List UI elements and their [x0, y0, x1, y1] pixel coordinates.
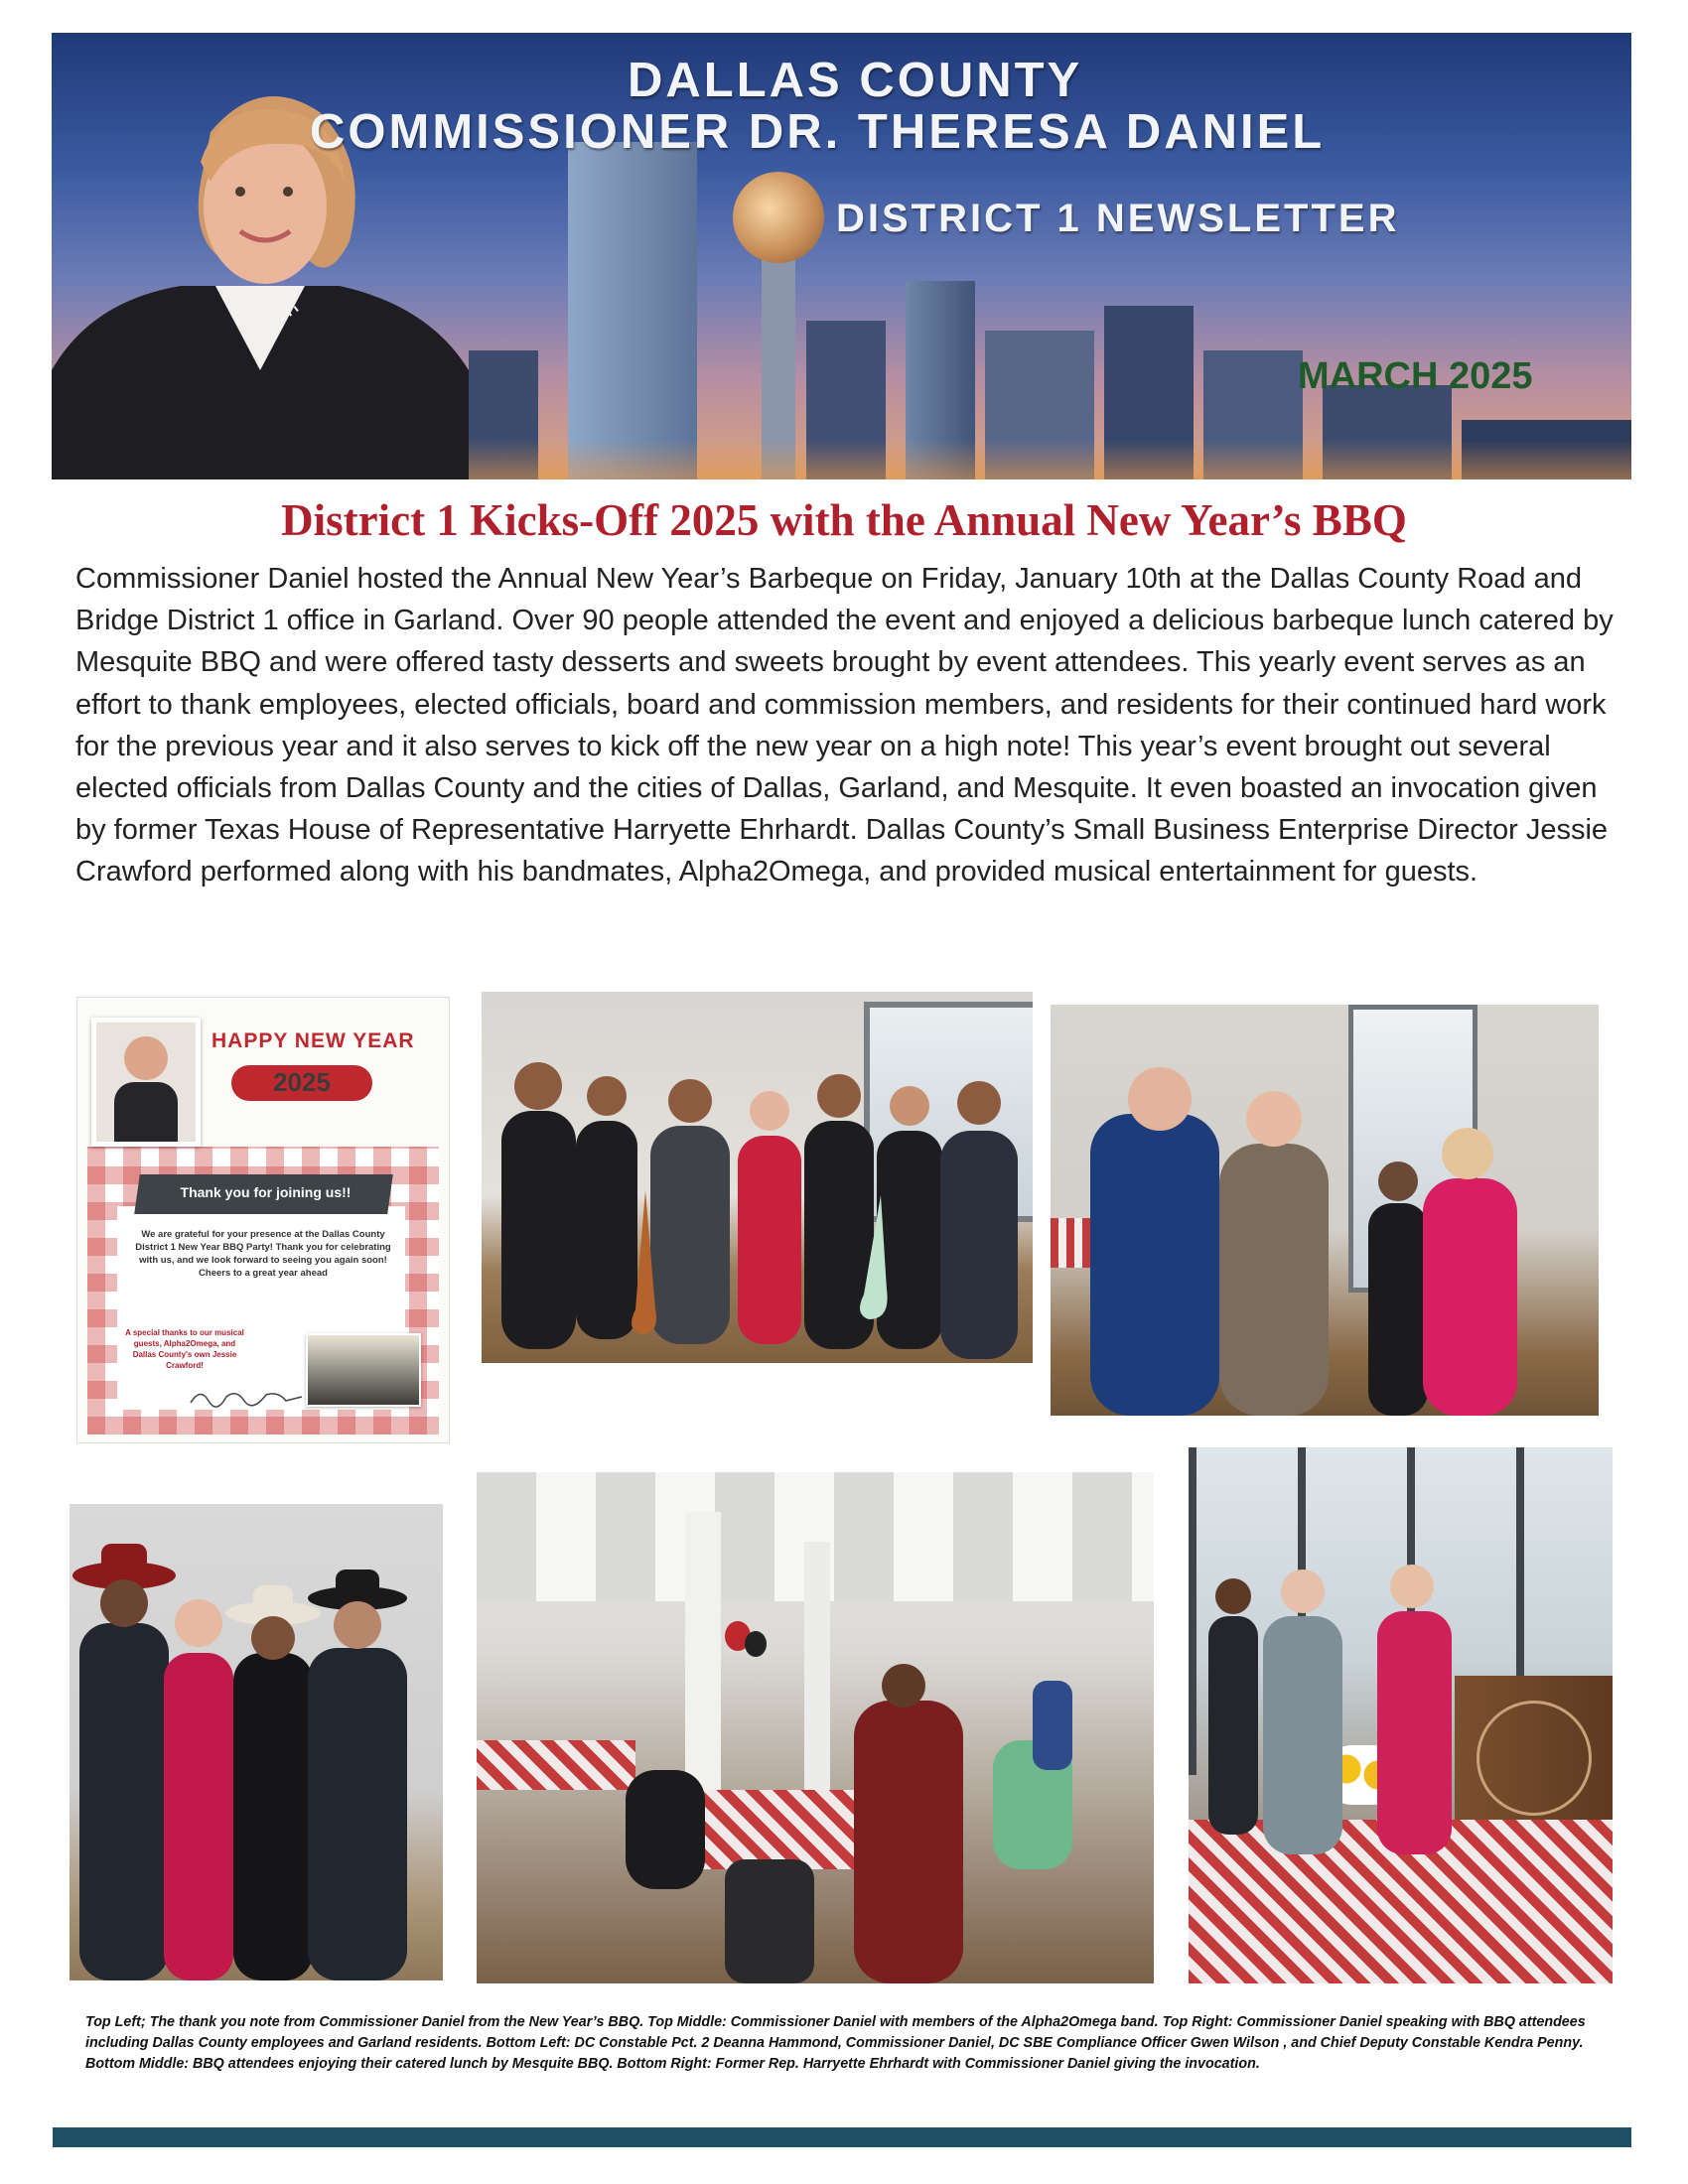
photo-attendees-dining	[477, 1472, 1154, 1983]
card-special-thanks: A special thanks to our musical guests, Alpha2Omega, and Dallas County's own Jessie Crawford!	[125, 1328, 244, 1370]
photo-speaking-with-attendees	[1051, 1005, 1599, 1416]
photo-band-group	[482, 992, 1033, 1363]
diner-figures	[477, 1472, 1154, 1983]
footer-bar	[53, 2127, 1631, 2147]
signature-icon	[187, 1385, 306, 1409]
reunion-tower-ball	[733, 172, 824, 263]
speaker-figures	[1189, 1447, 1613, 1983]
newsletter-issue-date: MARCH 2025	[1298, 355, 1533, 397]
portrait-body	[114, 1082, 178, 1142]
banner-title-county: DALLAS COUNTY	[628, 54, 1083, 107]
skyline-building	[568, 142, 697, 479]
attendee-figures	[1051, 1005, 1599, 1416]
article-body: Commissioner Daniel hosted the Annual New Year’s Barbeque on Friday, January 10th at the Dallas County Road and Bridge District 1 office in Garland. Over 90 people attended the event and enjoyed a delicious barbeque lunch catered by Mesquite BBQ and were offered tasty desserts and sweets brought by event attendees. This yearly event serves as an effort to thank employees, elected officials, board and commission members, and residents for their continued hard work for the previous year and it also serves to kick off the new year on a high note! This year’s event brought out several elected officials from Dallas County and the cities of Dallas, Garland, and Mesquite. It even boasted an invocation given by former Texas House of Representative Harryette Ehrhardt. Dallas County’s Small Business Enterprise Director Jessie Crawford performed along with his bandmates, Alpha2Omega, and provided musical entertainment for guests.	[75, 563, 1614, 888]
card-thanks-text: Thank you for joining us!!	[180, 1184, 352, 1200]
banner-title-commissioner: COMMISSIONER DR. THERESA DANIEL	[310, 105, 1326, 159]
constable-figures	[70, 1504, 443, 1980]
card-signature	[187, 1385, 306, 1412]
card-happy-new-year: HAPPY NEW YEAR	[211, 1029, 415, 1052]
photo-invocation	[1189, 1447, 1613, 1983]
newsletter-banner	[52, 33, 1631, 479]
photo-caption: Top Left; The thank you note from Commissioner Daniel from the New Year’s BBQ. Top Middle: Commissioner Daniel with members of the Alpha2Omega band. Top Right: Commissioner Daniel speaking with BBQ attendees including Dallas County employees and Garland residents. Bottom Left: DC Constable Pct. 2 Deanna Hammond, Commissioner Daniel, DC SBE Compliance Officer Gwen Wilson , and Chief Deputy Constable Kendra Penny. Bottom Middle: BBQ attendees enjoying their catered lunch by Mesquite BBQ. Bottom Right: Former Rep. Harryette Ehrhardt with Commissioner Daniel giving the invocation.	[85, 2014, 1586, 2072]
card-year: 2025	[273, 1067, 331, 1097]
portrait-face	[124, 1036, 168, 1080]
photo-thank-you-card	[77, 998, 449, 1442]
card-portrait	[91, 1018, 201, 1147]
card-band-photo	[306, 1333, 421, 1407]
photo-constables-group	[70, 1504, 443, 1980]
banner-title-newsletter: DISTRICT 1 NEWSLETTER	[836, 197, 1400, 240]
card-message: We are grateful for your presence at the Dallas County District 1 New Year BBQ Party! Thank you for celebrating with us, and we look forward to seeing you again soon! Cheers to a great year ahead	[135, 1229, 391, 1279]
article-headline: District 1 Kicks-Off 2025 with the Annual New Year’s BBQ	[281, 495, 1407, 545]
band-members-figures	[482, 992, 1033, 1363]
